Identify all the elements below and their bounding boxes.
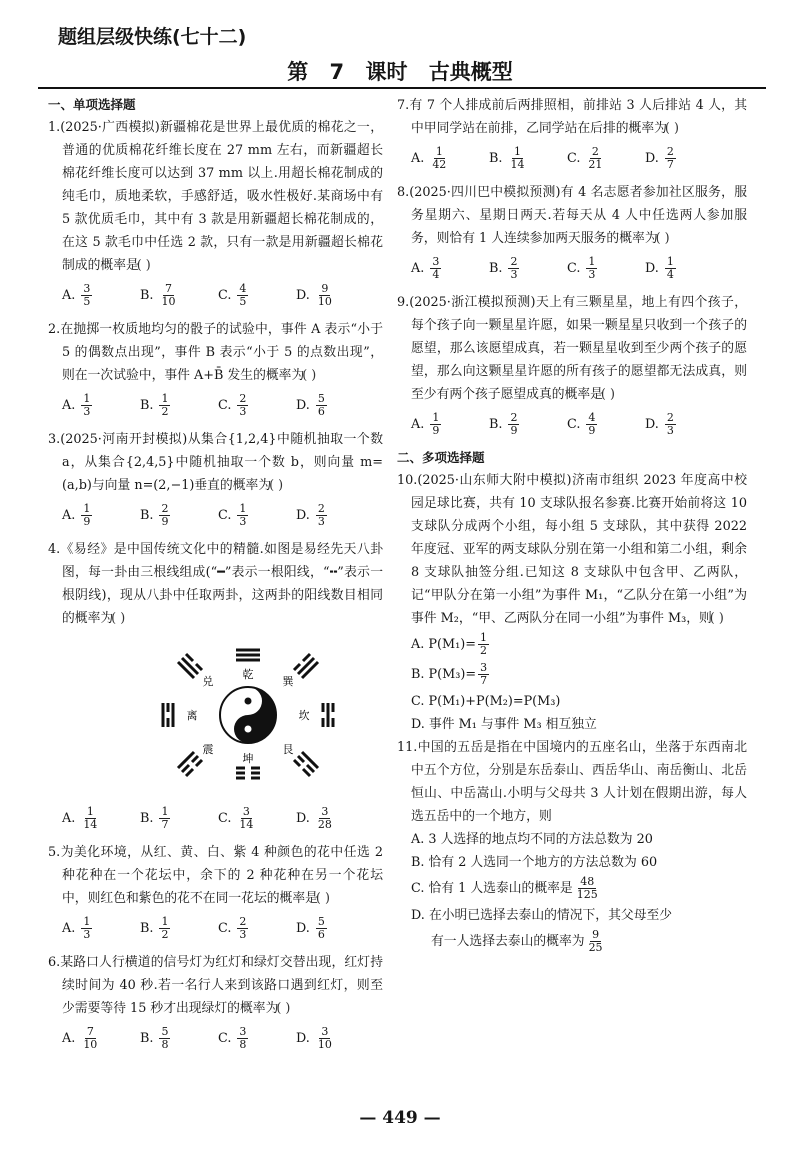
section-single: 一、单项选择题 xyxy=(48,97,136,112)
question-5: 5.为美化环境，从红、黄、白、紫 4 种颜色的花中任选 2 种花种在一个花坛中，余下的 2 种花种在另一个花坛中，则红色和紫色的花不在同一花坛的概率是( ) xyxy=(48,845,383,906)
option-d: D. $\frac{2}{3}$ xyxy=(645,411,674,437)
question-1: 1.(2025·广西模拟)新疆棉花是世界上最优质的棉花之一，普通的优质棉花纤维长度在 27 mm 左右，而新疆超长棉花纤维长度可以达到 37 mm 以上.用超长棉花制成的纯毛巾，质地柔软，手感舒适，吸水性极好.某商场中有 5 款优质毛巾，其中有 3 款是用新疆超长棉花制成的，在这 5 款毛巾中任选 2 款，只有一款是用新疆超长棉花制成的概率是( ) xyxy=(48,120,383,273)
bagua-label-ul: 兑 xyxy=(202,675,214,688)
question-9: 9.(2025·浙江模拟预测)天上有三颗星星，地上有四个孩子，每个孩子向一颗星星许愿，如果一颗星星只收到一个孩子的愿望，那么该愿望成真，若一颗星星收到至少两个孩子的愿望，那么向这颗星星许愿的所有孩子的愿望都无法成真，则至少有两个孩子愿望成真的概率是( ) xyxy=(397,295,747,402)
option-b: B. $\frac{2}{9}$ xyxy=(489,411,518,437)
options-9 xyxy=(411,412,747,437)
options-1 xyxy=(62,283,383,308)
options-6 xyxy=(62,1026,383,1051)
q10-option-a: A. P(M₁)= $\frac{1}{2}$ xyxy=(411,631,487,657)
option-b: B. $\frac{1}{2}$ xyxy=(140,915,169,941)
option-c: C. $\frac{4}{5}$ xyxy=(218,282,247,308)
bagua-label-top: 乾 xyxy=(242,668,254,681)
bagua-label-ll: 震 xyxy=(202,743,214,756)
option-a: A. $\frac{3}{5}$ xyxy=(62,282,91,308)
option-d: D. $\frac{2}{3}$ xyxy=(296,502,325,528)
q11-option-b: B. 恰有 2 人选同一个地方的方法总数为 60 xyxy=(411,855,658,870)
option-d: D. $\frac{5}{6}$ xyxy=(296,915,325,941)
bagua-label-left: 离 xyxy=(186,709,198,722)
bagua-label-lr: 艮 xyxy=(282,743,294,756)
trigram-ul xyxy=(178,654,202,678)
option-a: A. $\frac{1}{14}$ xyxy=(62,805,98,831)
bagua-label-bottom: 坤 xyxy=(242,752,254,765)
page-title: 第 7 课时 古典概型 xyxy=(287,60,513,84)
option-d: D. $\frac{3}{10}$ xyxy=(296,1025,332,1051)
q10-option-c: C. P(M₁)+P(M₂)=P(M₃) xyxy=(411,694,561,709)
trigram-left xyxy=(163,703,173,727)
option-b: B. $\frac{7}{10}$ xyxy=(140,282,176,308)
option-c: C. $\frac{2}{3}$ xyxy=(218,392,247,418)
options-7 xyxy=(411,146,747,171)
option-a: A. $\frac{1}{3}$ xyxy=(62,392,91,418)
option-c: C. $\frac{2}{21}$ xyxy=(567,145,603,171)
title-rule xyxy=(38,87,766,89)
options-8 xyxy=(411,256,747,281)
section-multi: 二、多项选择题 xyxy=(397,450,485,465)
q11-option-c: C. 恰有 1 人选泰山的概率是 $\frac{48}{125}$ xyxy=(411,875,598,901)
question-11: 11.中国的五岳是指在中国境内的五座名山，坐落于东西南北中五个方位，分别是东岳泰山、西岳华山、南岳衡山、北岳恒山、中岳嵩山.小明与父母共 3 人计划在假期出游，每人选五岳中的一个地方，则 xyxy=(397,740,747,824)
question-6: 6.某路口人行横道的信号灯为红灯和绿灯交替出现，红灯持续时间为 40 秒.若一名行人来到该路口遇到红灯，则至少需要等待 15 秒才出现绿灯的概率为( ) xyxy=(48,955,383,1016)
option-b: B. $\frac{5}{8}$ xyxy=(140,1025,169,1051)
options-5 xyxy=(62,916,383,941)
trigram-lr xyxy=(294,752,318,776)
option-c: C. $\frac{1}{3}$ xyxy=(218,502,247,528)
bagua-label-ur: 巽 xyxy=(282,675,294,688)
option-c: C. $\frac{3}{8}$ xyxy=(218,1025,247,1051)
option-a: A. $\frac{1}{42}$ xyxy=(411,145,447,171)
option-d: D. $\frac{3}{28}$ xyxy=(296,805,332,831)
option-a: A. $\frac{1}{3}$ xyxy=(62,915,91,941)
options-3 xyxy=(62,503,383,528)
option-b: B. $\frac{1}{2}$ xyxy=(140,392,169,418)
trigram-ur xyxy=(294,654,318,678)
option-d: D. $\frac{5}{6}$ xyxy=(296,392,325,418)
question-4: 4.《易经》是中国传统文化中的精髓.如图是易经先天八卦图，每一卦由三根线组成(“━”表示一根阳线，“╍”表示一根阴线)，现从八卦中任取两卦，这两卦的阳线数目相同的概率为( ) xyxy=(48,542,383,626)
option-c: C. $\frac{1}{3}$ xyxy=(567,255,596,281)
option-d: D. $\frac{1}{4}$ xyxy=(645,255,674,281)
option-b: B. $\frac{1}{7}$ xyxy=(140,805,169,831)
q11-option-a: A. 3 人选择的地点均不同的方法总数为 20 xyxy=(411,832,653,847)
option-c: C. $\frac{2}{3}$ xyxy=(218,915,247,941)
question-8: 8.(2025·四川巴中模拟预测)有 4 名志愿者参加社区服务，服务星期六、星期日两天.若每天从 4 人中任选两人参加服务，则恰有 1 人连续参加两天服务的概率为( ) xyxy=(397,185,747,246)
q10-option-d: D. 事件 M₁ 与事件 M₃ 相互独立 xyxy=(411,717,597,732)
option-b: B. $\frac{2}{9}$ xyxy=(140,502,169,528)
question-3: 3.(2025·河南开封模拟)从集合{1,2,4}中随机抽取一个数 a，从集合{2,4,5}中随机抽取一个数 b，则向量 m=(a,b)与向量 n=(2,−1)垂直的概率为( ) xyxy=(48,432,383,493)
option-b: B. $\frac{2}{3}$ xyxy=(489,255,518,281)
left-column xyxy=(48,94,383,1061)
option-a: A. $\frac{7}{10}$ xyxy=(62,1025,98,1051)
bagua-label-right: 坎 xyxy=(298,709,310,722)
option-c: C. $\frac{4}{9}$ xyxy=(567,411,596,437)
page-number: — 449 — xyxy=(359,1108,441,1128)
trigram-right xyxy=(323,703,333,727)
trigram-bottom xyxy=(236,768,260,778)
option-d: D. $\frac{2}{7}$ xyxy=(645,145,674,171)
question-7: 7.有 7 个人排成前后两排照相，前排站 3 人后排站 4 人，其中甲同学站在前排，乙同学站在后排的概率为( ) xyxy=(397,98,747,136)
option-b: B. $\frac{1}{14}$ xyxy=(489,145,525,171)
q11-option-d-cont: 有一人选择去泰山的概率为 $\frac{9}{25}$ xyxy=(431,928,603,954)
option-c: C. $\frac{3}{14}$ xyxy=(218,805,254,831)
q11-option-d: D. 在小明已选择去泰山的情况下，其父母至少 xyxy=(411,908,673,923)
trigram-ll xyxy=(178,752,202,776)
q10-option-b: B. P(M₃)= $\frac{3}{7}$ xyxy=(411,661,488,687)
question-2: 2.在抛掷一枚质地均匀的骰子的试验中，事件 A 表示“小于 5 的偶数点出现”，事件 B 表示“小于 5 的点数出现”，则在一次试验中，事件 A+B̄ 发生的概率为( ) xyxy=(48,322,383,383)
trigram-top xyxy=(236,650,260,660)
option-a: A. $\frac{1}{9}$ xyxy=(411,411,440,437)
bagua-diagram xyxy=(148,640,348,790)
option-a: A. $\frac{3}{4}$ xyxy=(411,255,440,281)
option-a: A. $\frac{1}{9}$ xyxy=(62,502,91,528)
section-header: 题组层级快练(七十二) xyxy=(58,26,247,48)
options-4 xyxy=(62,806,383,831)
option-d: D. $\frac{9}{10}$ xyxy=(296,282,332,308)
question-10: 10.(2025·山东师大附中模拟)济南市组织 2023 年度高中校园足球比赛，共有 10 支球队报名参赛.比赛开始前将这 10 支球队分成两个小组，每小组 5 支球队，其中获得 2022 年度冠、亚军的两支球队分别在第一小组和第二小组，剩余 8 支球队抽签分组.已知这 8 支球队中包含甲、乙两队，记“甲队分在第一小组”为事件 M₁，“乙队分在第一小组”为事件 M₂，“甲、乙两队分在同一小组”为事件 M₃，则( ) xyxy=(397,473,747,626)
right-column xyxy=(397,94,747,957)
options-2 xyxy=(62,393,383,418)
